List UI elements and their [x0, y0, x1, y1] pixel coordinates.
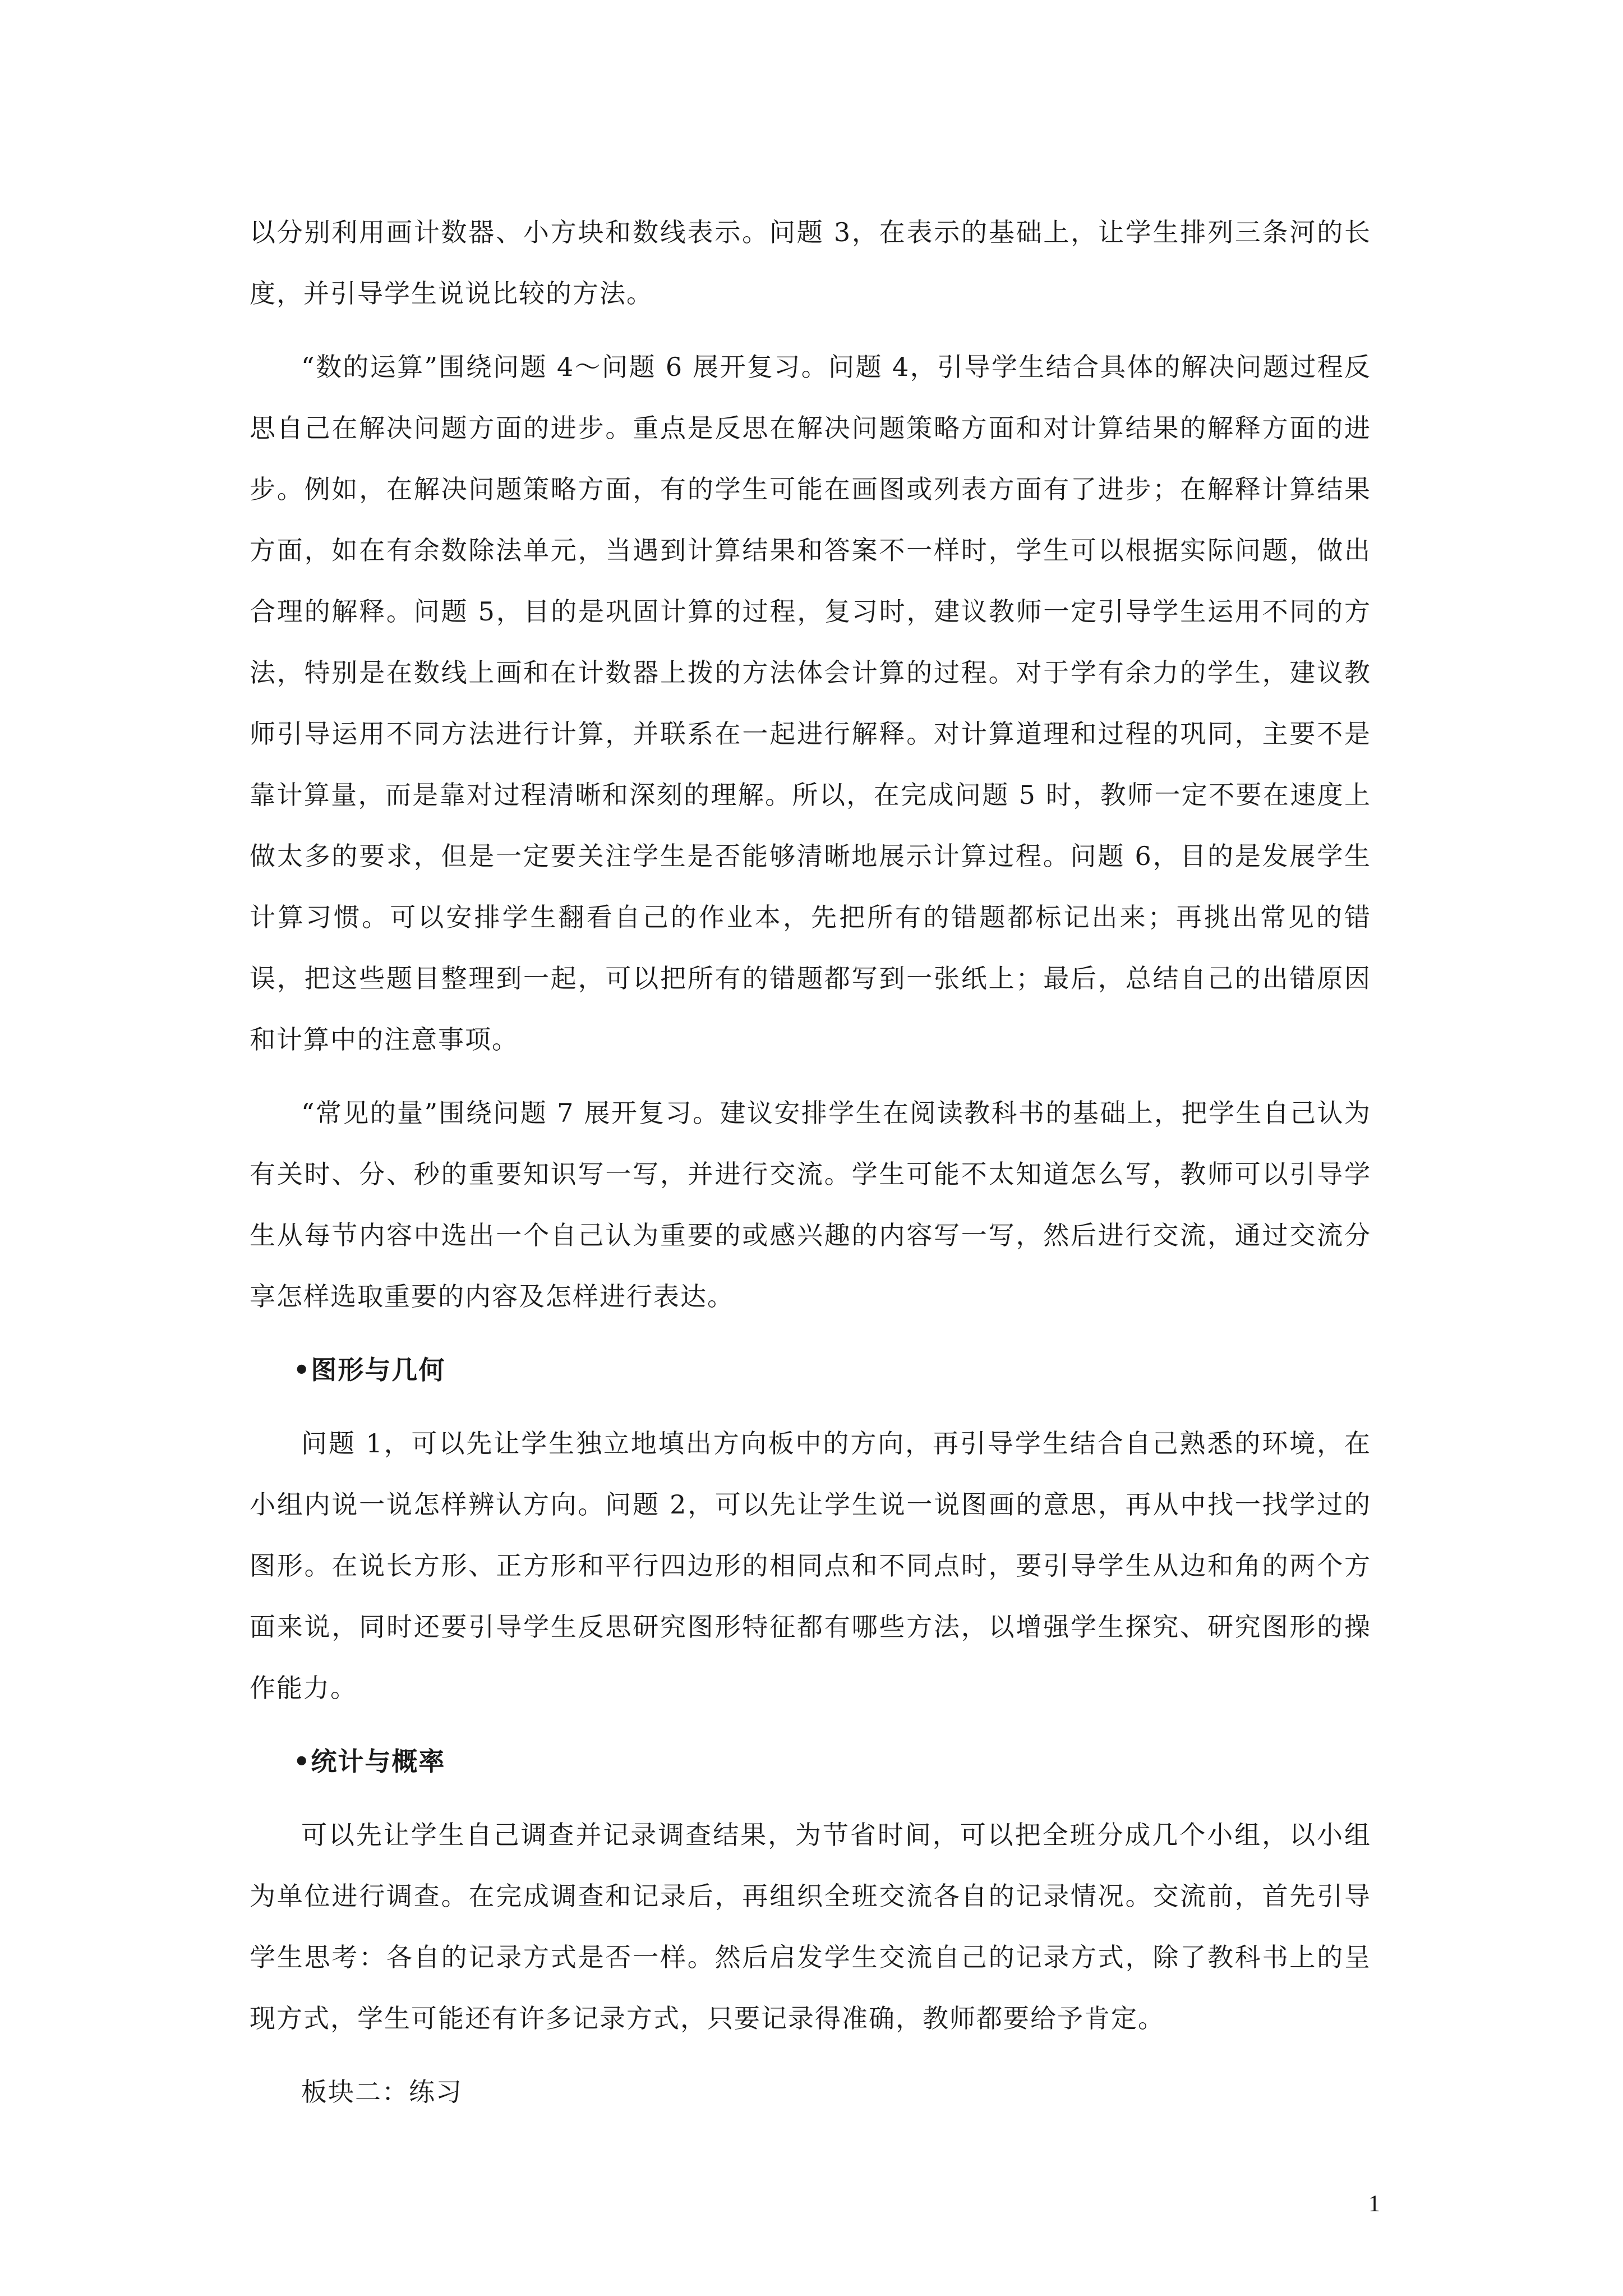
page-number: 1 [1368, 2191, 1380, 2217]
paragraph-continuation: 以分别利用画计数器、小方块和数线表示。问题 3，在表示的基础上，让学生排列三条河的长度，并引导学生说说比较的方法。 [250, 217, 1371, 309]
paragraph-number-operations: “数的运算”围绕问题 4～问题 6 展开复习。问题 4，引导学生结合具体的解决问题过程反思自己在解决问题方面的进步。重点是反思在解决问题策略方面和对计算结果的解释方面的进步。例如，在解决问题策略方面，有的学生可能在画图或列表方面有了进步；在解释计算结果方面，如在有余数除法单元，当遇到计算结果和答案不一样时，学生可以根据实际问题，做出合理的解释。问题 5，目的是巩固计算的过程，复习时，建议教师一定引导学生运用不同的方法，特别是在数线上画和在计数器上拨的方法体会计算的过程。对于学有余力的学生，建议教师引导运用不同方法进行计算，并联系在一起进行解释。对计算道理和过程的巩同，主要不是靠计算量，而是靠对过程清晰和深刻的理解。所以，在完成问题 5 时，教师一定不要在速度上做太多的要求，但是一定要关注学生是否能够清晰地展示计算过程。问题 6，目的是发展学生计算习惯。可以安排学生翻看自己的作业本，先把所有的错题都标记出来；再挑出常见的错误，把这些题目整理到一起，可以把所有的错题都写到一张纸上；最后，总结自己的出错原因和计算中的注意事项。 [250, 352, 1371, 1055]
paragraph-common-quantities: “常见的量”围绕问题 7 展开复习。建议安排学生在阅读教科书的基础上，把学生自己认为有关时、分、秒的重要知识写一写，并进行交流。学生可能不太知道怎么写，教师可以引导学生从每节内容中选出一个自己认为重要的或感兴趣的内容写一写，然后进行交流，通过交流分享怎样选取重要的内容及怎样进行表达。 [250, 1098, 1371, 1312]
section-heading-statistics: •统计与概率 [293, 1746, 446, 1777]
section-heading-practice: 板块二：练习 [301, 2077, 463, 2107]
section-heading-geometry: •图形与几何 [293, 1355, 446, 1385]
paragraph-geometry: 问题 1，可以先让学生独立地填出方向板中的方向，再引导学生结合自己熟悉的环境，在小组内说一说怎样辨认方向。问题 2，可以先让学生说一说图画的意思，再从中找一找学过的图形。在说长方形、正方形和平行四边形的相同点和不同点时，要引导学生从边和角的两个方面来说，同时还要引导学生反思研究图形特征都有哪些方法，以增强学生探究、研究图形的操作能力。 [250, 1428, 1371, 1703]
paragraph-statistics: 可以先让学生自己调查并记录调查结果，为节省时间，可以把全班分成几个小组，以小组为单位进行调查。在完成调查和记录后，再组织全班交流各自的记录情况。交流前，首先引导学生思考：各自的记录方式是否一样。然后启发学生交流自己的记录方式，除了教科书上的呈现方式，学生可能还有许多记录方式，只要记录得准确，教师都要给予肯定。 [250, 1820, 1371, 2033]
body-text [250, 202, 1371, 2135]
